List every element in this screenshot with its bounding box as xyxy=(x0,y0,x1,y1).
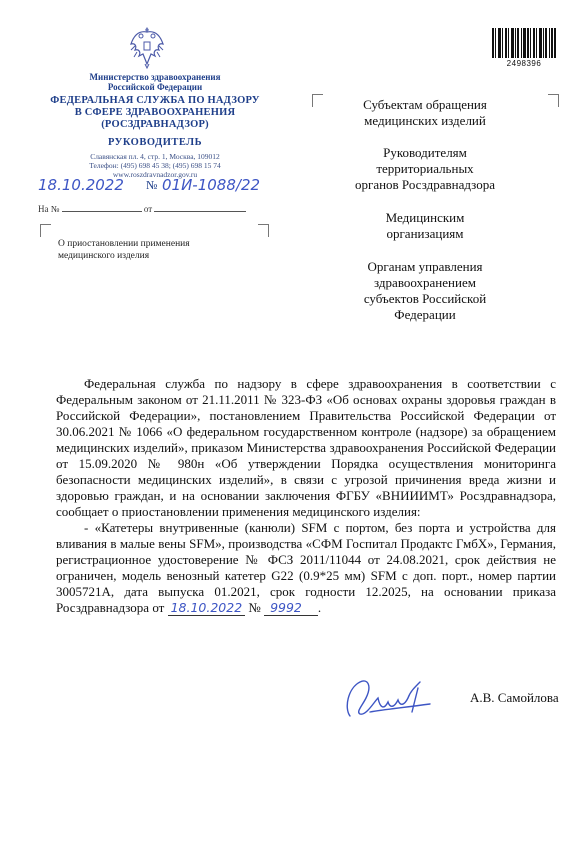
subject-line: О приостановлении применения xyxy=(58,239,190,249)
body-paragraph-item xyxy=(56,520,556,616)
subject-line: медицинского изделия xyxy=(58,251,150,261)
website-line: www.roszdravnadzor.gov.ru xyxy=(112,170,198,179)
addressee-line: здравоохранением xyxy=(374,275,476,290)
addressee-line: субъектов Российской xyxy=(363,291,487,306)
addressee-line: территориальных xyxy=(376,161,474,176)
corner-bracket xyxy=(40,224,51,237)
na-label: На № xyxy=(38,204,60,214)
address-block xyxy=(40,152,270,179)
letter-body xyxy=(56,376,556,616)
handwritten-order-date: 18.10.2022 xyxy=(168,600,246,616)
head-title: РУКОВОДИТЕЛЬ xyxy=(107,137,203,148)
signer-name: А.В. Самойлова xyxy=(470,690,559,705)
reference-number-blank xyxy=(62,202,142,212)
outgoing-date-number xyxy=(38,176,288,198)
handwritten-date: 18.10.2022 xyxy=(38,176,124,194)
addressee-line: организациям xyxy=(386,226,464,241)
coat-of-arms-icon xyxy=(127,24,167,70)
reference-date-blank xyxy=(154,202,246,212)
addressee-line: Руководителям xyxy=(383,145,467,160)
corner-bracket xyxy=(258,224,269,237)
service-name xyxy=(40,95,270,131)
addressee-4 xyxy=(320,259,530,323)
addressee-line: Федерации xyxy=(394,307,456,322)
service-line: ФЕДЕРАЛЬНАЯ СЛУЖБА ПО НАДЗОРУ xyxy=(50,95,260,106)
reference-line xyxy=(38,202,246,214)
addressee-3 xyxy=(320,210,530,242)
service-line: (РОСЗДРАВНАДЗОР) xyxy=(101,119,209,130)
address-line: Славянская пл. 4, стр. 1, Москва, 109012 xyxy=(90,152,220,161)
ministry-name xyxy=(40,72,270,92)
addressee-line: медицинских изделий xyxy=(364,113,486,128)
phone-line: Телефон: (495) 698 45 38; (495) 698 15 74 xyxy=(89,161,221,170)
addressee-line: Органам управления xyxy=(367,259,483,274)
ministry-line: Российской Федерации xyxy=(107,82,203,92)
barcode-icon xyxy=(492,28,556,58)
period: . xyxy=(317,600,322,615)
addressee-2 xyxy=(320,145,530,193)
service-line: В СФЕРЕ ЗДРАВООХРАНЕНИЯ xyxy=(74,107,236,118)
addressee-line: органов Росздравнадзора xyxy=(354,177,496,192)
item-text: - «Катетеры внутривенные (канюли) SFM с портом, без порта и устройства для вливания в малые вены SFM», производства «СФМ Госпитал Продактс ГмбХ», Германия, регистрационное удостоверение № ФСЗ 2011/11044 от 24.08.2021, срок действия не ограничен, модель венозный катетер G22 (0.9*25 мм) SFM с доп. порт., номер партии 3005721А, дата выпуска 01.2021, срок годности 12.2025, на основании приказа Росздравнадзора от xyxy=(56,520,556,615)
barcode-number: 2498396 xyxy=(506,59,542,68)
signature-icon xyxy=(330,668,450,728)
number-sign: № xyxy=(146,178,158,192)
addressee-1 xyxy=(320,97,530,129)
handwritten-number: 01И-1088/22 xyxy=(162,176,261,194)
corner-bracket xyxy=(548,94,559,107)
handwritten-order-number: 9992 xyxy=(264,600,318,616)
addressee-line: Медицинским xyxy=(385,210,465,225)
addressee-line: Субъектам обращения xyxy=(363,97,487,112)
ot-label: от xyxy=(143,204,153,214)
body-paragraph: Федеральная служба по надзору в сфере здравоохранения в соответствии с Федеральным законом от 21.11.2011 № 323-ФЗ «Об основах охраны здоровья граждан в Российской Федерации», постановлением Правительства Российской Федерации от 30.06.2021 № 1066 «О федеральном государственном контроле (надзоре) за обращением медицинских изделий», приказом Министерства здравоохранения Российской Федерации от 15.09.2020 № 980н «Об утверждении Порядка осуществления мониторинга безопасности медицинских изделий», в связи с угрозой причинения вреда жизни и здоровью граждан, и на основании заключения ФГБУ «ВНИИИМТ» Росздравнадзора, сообщает о приостановлении применения медицинского изделия: xyxy=(56,376,556,519)
ministry-line: Министерство здравоохранения xyxy=(89,72,221,82)
number-sign: № xyxy=(248,600,261,615)
letter-subject xyxy=(58,238,190,262)
